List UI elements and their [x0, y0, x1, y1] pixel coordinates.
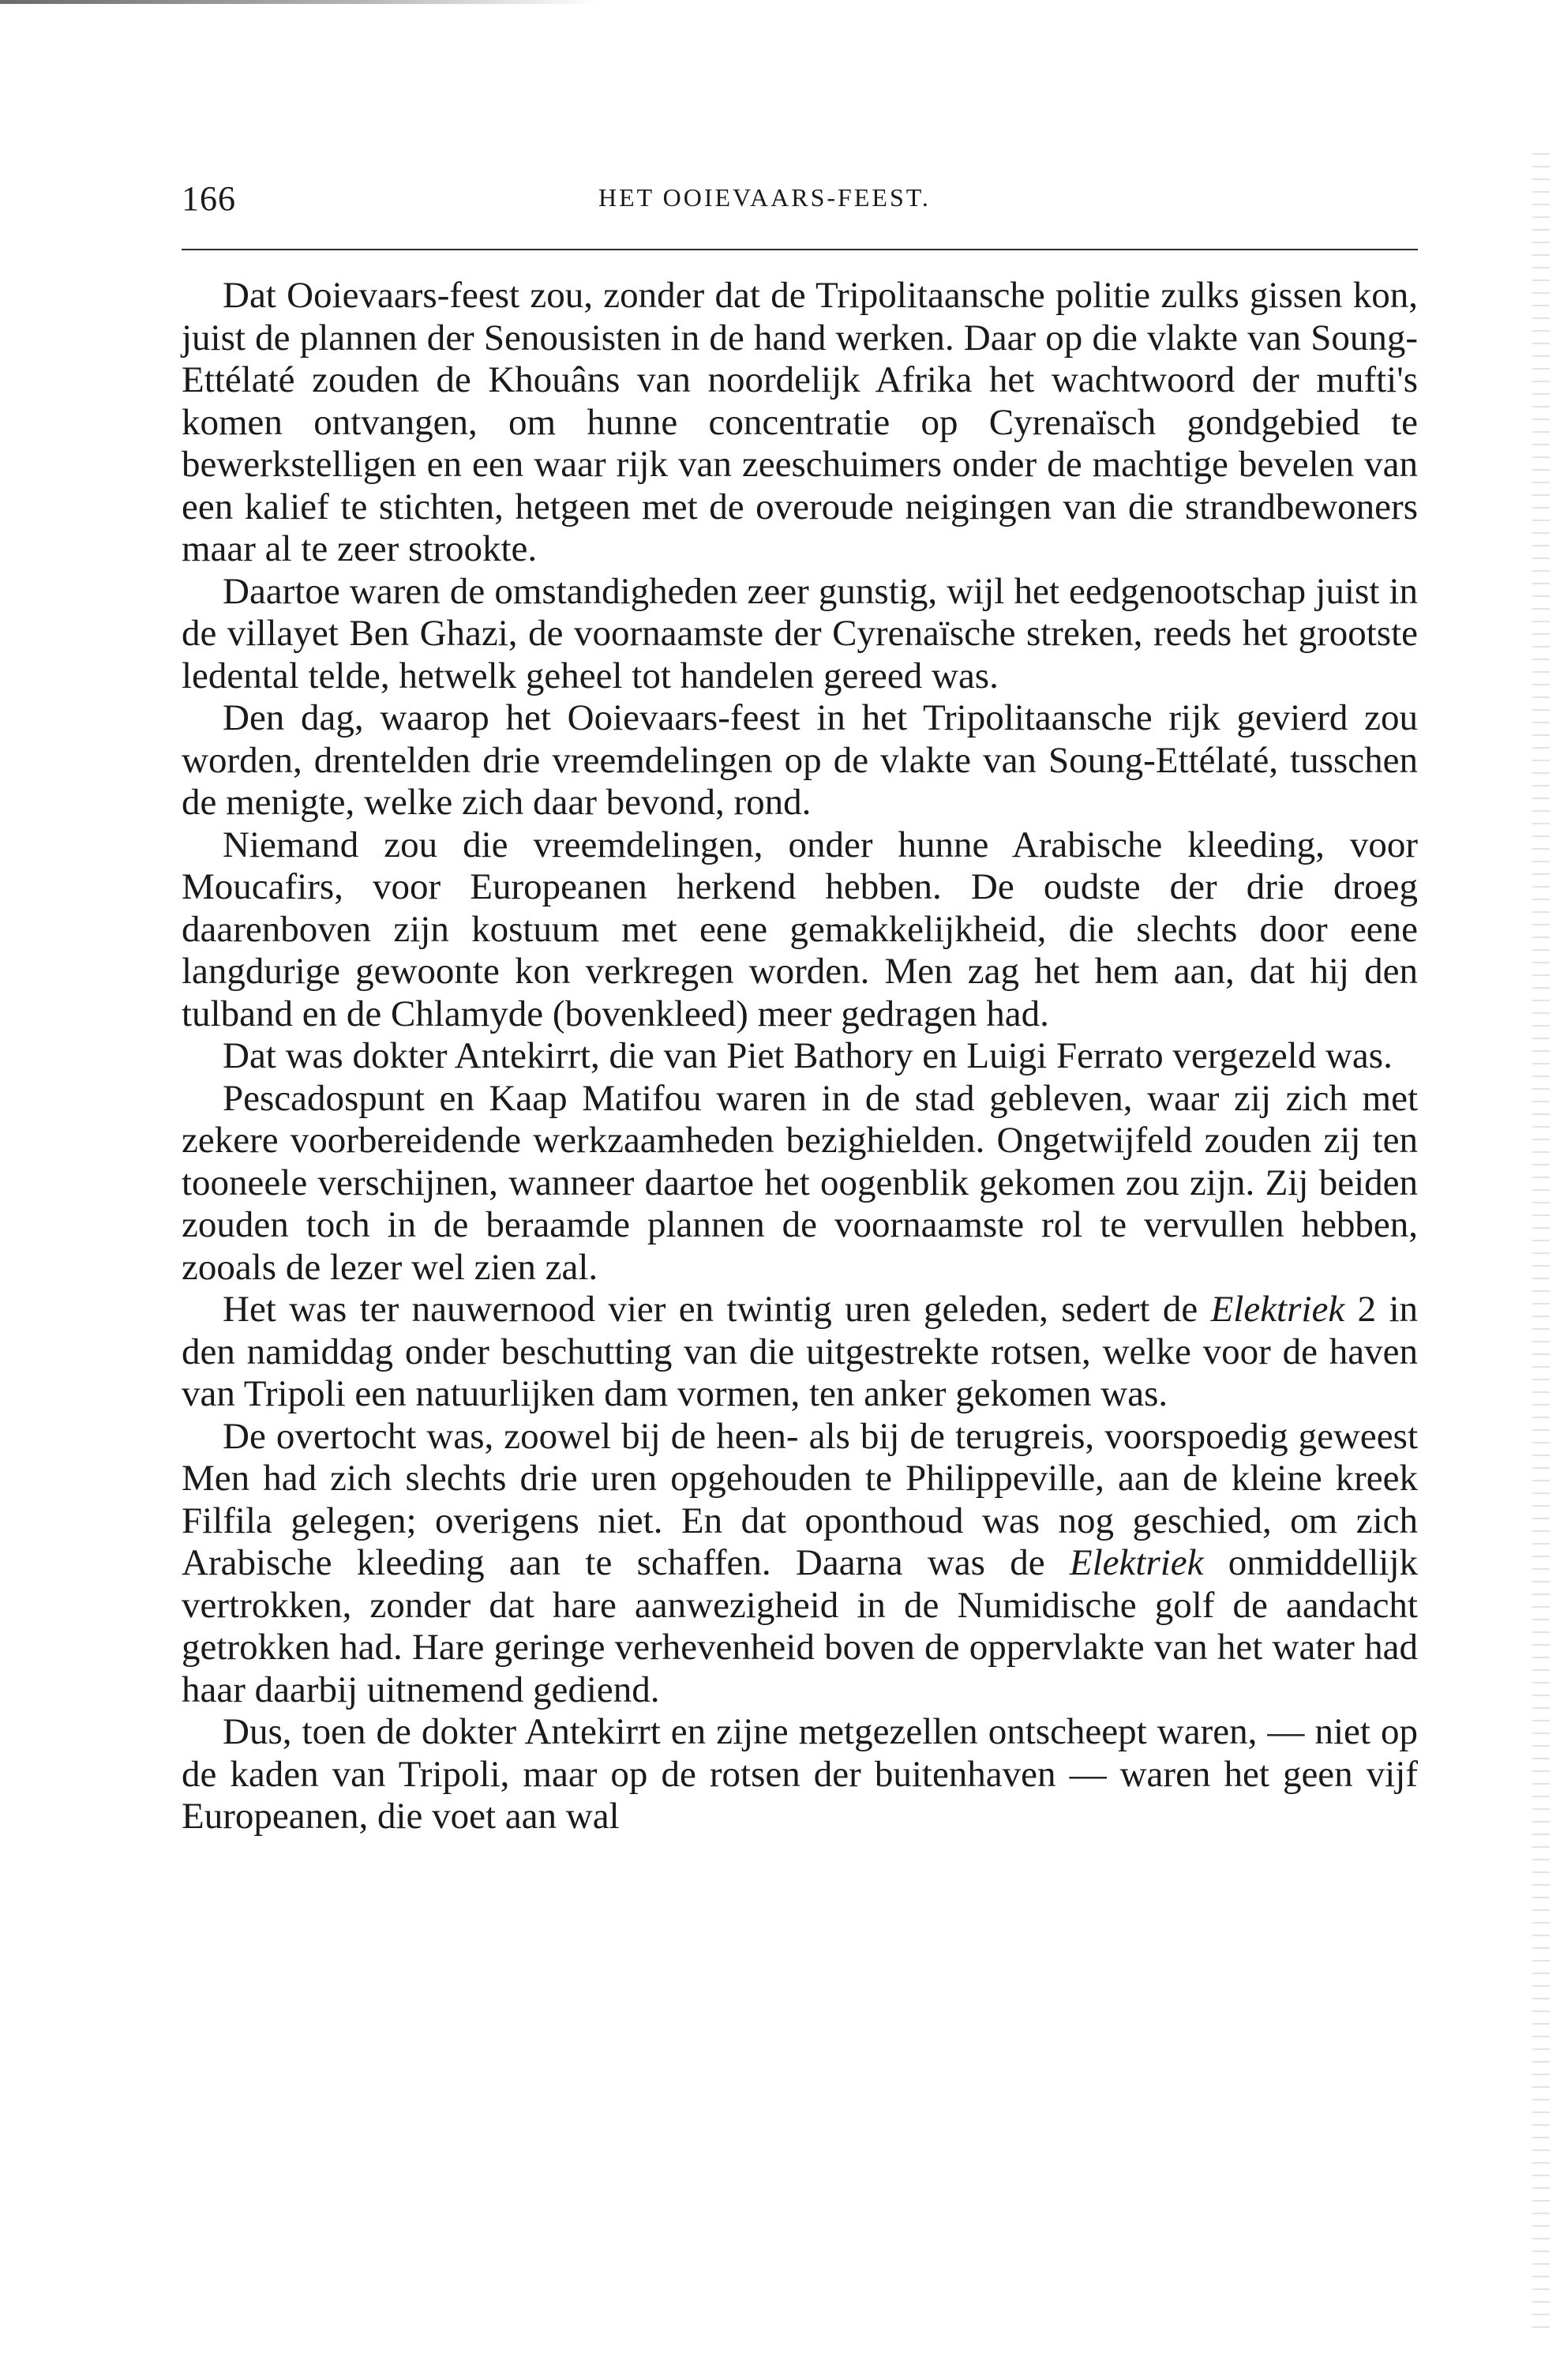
- paragraph-3: Den dag, waarop het Ooievaars-feest in het Tripolitaansche rijk gevierd zou worden, drentelden drie vreemdelingen op de vlakte van Soung-Ettélaté, tusschen de menigte, welke zich daar bevond, rond.: [182, 697, 1418, 823]
- paragraph-7-text-after: 2 in den namiddag onder beschutting van die uitgestrekte rotsen, welke voor de haven van Tripoli een natuurlijken dam vormen, ten anker gekomen was.: [182, 1289, 1418, 1414]
- running-head: HET OOIEVAARS-FEEST.: [598, 183, 931, 212]
- ship-name: Elektriek: [1069, 1542, 1204, 1583]
- page-header: [182, 178, 1418, 226]
- paragraph-7-text-before: Het was ter nauwernood vier en twintig uren geleden, sedert de: [223, 1289, 1211, 1330]
- paragraph-6: Pescadospunt en Kaap Matifou waren in de stad gebleven, waar zij zich met zekere voorbereidende werkzaamheden bezighielden. Ongetwijfeld zouden zij ten tooneele verschijnen, wanneer daartoe het oogenblik gekomen zou zijn. Zij beiden zouden toch in de beraamde plannen de voornaamste rol te vervullen hebben, zooals de lezer wel zien zal.: [182, 1077, 1418, 1288]
- paragraph-1: Dat Ooievaars-feest zou, zonder dat de Tripolitaansche politie zulks gissen kon, juist de plannen der Senousisten in de hand werken. Daar op die vlakte van Soung-Ettélaté zouden de Khouâns van noordelijk Afrika het wachtwoord der mufti's komen ontvangen, om hunne concentratie op Cyrenaïsch gondgebied te bewerkstelligen en een waar rijk van zeeschuimers onder de machtige bevelen van een kalief te stichten, hetgeen met de overoude neigingen van die strandbewoners maar al te zeer strookte.: [182, 275, 1418, 569]
- header-rule: [182, 249, 1418, 250]
- page-number: 166: [182, 179, 236, 218]
- paragraph-9: Dus, toen de dokter Antekirrt en zijne metgezellen ontscheept waren, — niet op de kaden van Tripoli, maar op de rotsen der buitenhaven — waren het geen vijf Europeanen, die voet aan wal: [182, 1711, 1418, 1837]
- paragraph-8: [182, 1416, 1418, 1712]
- paragraph-7: [182, 1289, 1418, 1416]
- paragraph-8-text-after: onmiddellijk vertrokken, zonder dat hare aanwezigheid in de Numidische golf de aandacht getrokken had. Hare geringe verhevenheid boven de oppervlakte van het water had haar daarbij uitnemend gediend.: [182, 1542, 1418, 1710]
- paragraph-4: Niemand zou die vreemdelingen, onder hunne Arabische kleeding, voor Moucafirs, voor Europeanen herkend hebben. De oudste der drie droeg daarenboven zijn kostuum met eene gemakkelijkheid, die slechts door eene langdurige gewoonte kon verkregen worden. Men zag het hem aan, dat hij den tulband en de Chlamyde (bovenkleed) meer gedragen had.: [182, 824, 1418, 1034]
- scan-edge-top: [0, 0, 600, 4]
- paragraph-2: Daartoe waren de omstandigheden zeer gunstig, wijl het eedgenootschap juist in de villayet Ben Ghazi, de voornaamste der Cyrenaïsche streken, reeds het grootste ledental telde, hetwelk geheel tot handelen gereed was.: [182, 570, 1418, 696]
- paragraph-8-text-before: De overtocht was, zoowel bij de heen- als bij de terugreis, voorspoedig geweest Men had zich slechts drie uren opgehouden te Philippeville, aan de kleine kreek Filfila gelegen; overigens niet. En dat oponthoud was nog geschied, om zich Arabische kleeding aan te schaffen. Daarna was de: [182, 1415, 1418, 1583]
- scan-edge-right: [1532, 142, 1550, 2337]
- body-text: [182, 275, 1418, 1838]
- ship-name: Elektriek: [1210, 1289, 1345, 1330]
- paragraph-5: Dat was dokter Antekirrt, die van Piet Bathory en Luigi Ferrato vergezeld was.: [223, 1035, 1393, 1076]
